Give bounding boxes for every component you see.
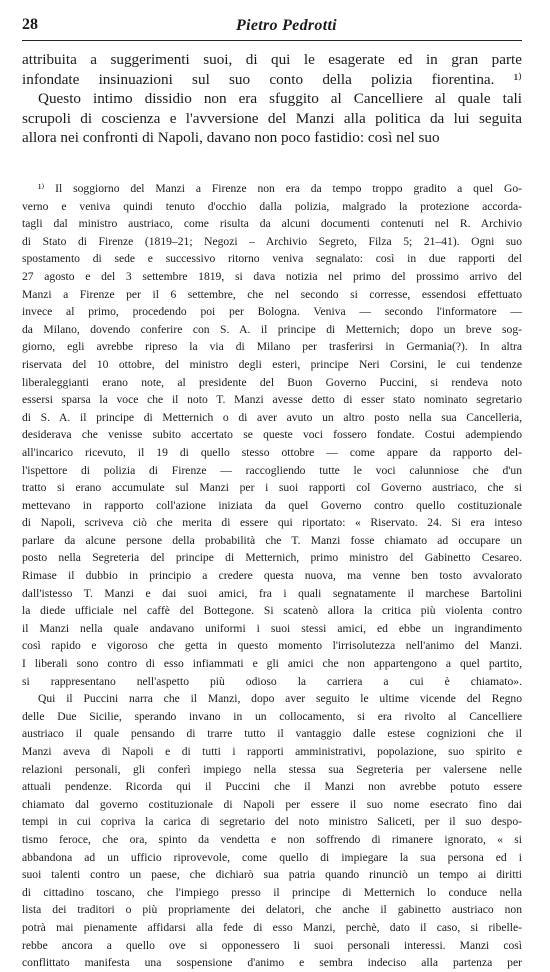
footnote-line: Manzi aveva di Napoli e di tutti i rapporti amministrativi, popolazione, suo spirito e bbox=[22, 745, 522, 758]
footnote-line: delle Due Sicilie, sperando invano in un collocamento, si era rivolto al Cancelliere bbox=[22, 709, 522, 723]
footnote-line: di Napoli, scriveva ciò che merita di essere qui riportato: « Riservato. 24. Si era inteso bbox=[22, 516, 522, 530]
footnote-line: posto nella Segreteria del principe di Metternich, primo ministro del Gabinetto Cesareo. bbox=[22, 551, 522, 565]
page-header bbox=[22, 16, 522, 40]
footnote-line: di S. A. il principe di Metternich o di aver avuto un altro posto nella sua Cancelleria, bbox=[22, 410, 522, 424]
footnote-line: di cittadino toscano, che l'impiego presso il principe di Metternich lo conduce nella bbox=[22, 885, 522, 899]
footnote-line: di Stato di Firenze (1819–21; Negozi – Archivio Segreto, Filza 5; 21–41). Ogni suo bbox=[22, 234, 522, 248]
footnote-line: da Milano, dovendo conferire con S. A. il principe di Metternich; dopo un breve sog- bbox=[22, 322, 522, 336]
text-line: Questo intimo dissidio non era sfuggito al Cancelliere al quale tali bbox=[38, 90, 522, 108]
footnote-line: potrà mai pienamente affidarsi alla fede di esso Manzi, perchè, dato il caso, si ribelle- bbox=[22, 920, 522, 934]
footnote-line: chiamato dal governo costituzionale di Napoli per essere il suo nome esecrato fino dai bbox=[22, 797, 522, 811]
header-rule bbox=[22, 40, 522, 41]
footnote-line: ¹⁾ Il soggiorno del Manzi a Firenze non era da tempo troppo gradito a quel Go- bbox=[38, 182, 522, 195]
footnote-line: all'incarico ricevuto, il 19 di quello stesso ottobre — come appare da rapporto del- bbox=[22, 445, 522, 459]
footnote-line: mettevano in rapporto coll'azione iniziata da quel Governo contro quello costituzionale bbox=[22, 498, 522, 512]
footnote-line: rebbe ancora a quello ove si opponessero li suoi personali interessi. Manzi così bbox=[22, 938, 522, 952]
footnote-line: tismo feroce, che ora, spinto da vendetta e non soffrendo di rimanere ignorato, « si bbox=[22, 832, 522, 846]
footnote-line: si rappresentano nell'aspetto più odioso la carriera a cui è chiamato». bbox=[22, 674, 522, 688]
footnote-line: l'ispettore di polizia di Firenze — raccogliendo tutte le voci calunniose che d'un bbox=[22, 463, 522, 477]
footnote-line: verno e veniva quindi tenuto d'occhio dalla polizia, malgrado la protezione accorda- bbox=[22, 199, 522, 213]
footnote-line: Rimase il dubbio in principio a credere questa nuova, ma venne ben tosto avvalorato bbox=[22, 569, 522, 583]
footnote-line: la diede ufficiale nel caffè del Bottegone. Si scatenò allora la critica più violenta contro bbox=[22, 604, 522, 618]
footnote-line: liberaleggianti erano note, al presidente del Buon Governo Puccini, si rendeva noto bbox=[22, 375, 522, 389]
footnote-line: spostamento di sede e successivo ritorno veniva segnalato: così in due rapporti del bbox=[22, 252, 522, 266]
footnote-line: attuali pendenze. Ricorda qui il Puccini che il Manzi non avrebbe potuto essere bbox=[22, 780, 522, 794]
footnote-line: invece al primo, procedendo poi per Bologna. Veniva — secondo l'informatore — bbox=[22, 305, 522, 319]
footnote-line: tempi in cui copriva la carica di segretario del noto ministro Saliceti, per il suo despo- bbox=[22, 815, 522, 829]
footnote-line: abbandona ad un ufficio riprovevole, come quello di impiegare la sua persona ed i bbox=[22, 850, 522, 864]
footnote-line: il Manzi nella quale andavano uniformi i suoi stessi amici, ed ebbe un ingrandimento bbox=[22, 621, 522, 635]
footnote-line: Manzi a Firenze per il 6 settembre, che nel secondo si corresse, essendosi effettuato bbox=[22, 287, 522, 301]
footnote-line: essersi sparsa la voce che il noto T. Manzi avesse detto di esser stato nominato segretario bbox=[22, 393, 522, 407]
footnote-line: parlare da alcune persone della probabilità che T. Manzi fosse chiamato ad occupare un bbox=[22, 533, 522, 547]
running-title: Pietro Pedrotti bbox=[236, 17, 337, 34]
footnote-line: conflittato manifesta una sospensione d'animo e sembra indeciso alla partenza per bbox=[22, 956, 522, 970]
text-line: scrupoli di coscienza e l'avversione del Manzi alla politica da lui seguita bbox=[22, 109, 522, 127]
footnote-line: tratto si erano accumulate sul Manzi per i suoi rapporti col Governo austriaco, che si bbox=[22, 481, 522, 495]
footnote-line: I liberali sono contro di esso infiammati e gli amici che non appartengono a quel partito, bbox=[22, 657, 522, 671]
text-line: attribuita a suggerimenti suoi, di qui le esagerate ed in gran parte bbox=[22, 51, 522, 68]
footnote-line: giorno, egli avrebbe ripreso la via di Milano per trasferirsi in Germania(?). In altra bbox=[22, 340, 522, 354]
text-line: infondate insinuazioni sul suo conto della polizia fiorentina. ¹⁾ bbox=[22, 70, 522, 88]
footnote-line: tagli dal ministro austriaco, come risulta da alcuni documenti contenuti nel R. Archivio bbox=[22, 217, 522, 231]
main-text bbox=[22, 50, 522, 148]
footnote-line: 27 agosto e del 3 settembre 1819, si dava notizia nel primo del prossimo arrivo del bbox=[22, 269, 522, 283]
footnote-line: relazioni personali, gli conferì impiego nella stessa sua Segreteria per valersene nelle bbox=[22, 762, 522, 776]
footnote-line: lista dei traditori o più propriamente dei delatori, che anche il gabinetto austriaco non bbox=[22, 903, 522, 917]
footnote-line: desiderava che venisse subito accertato se queste voci fossero fondate. Costui adempiendo bbox=[22, 428, 522, 442]
footnote-line: Qui il Puccini narra che il Manzi, dopo aver seguito le ultime vicende del Regno bbox=[38, 692, 522, 706]
footnote-line: riservata del 10 ottobre, del ministro degli esteri, principe Neri Corsini, le cui tendenze bbox=[22, 357, 522, 371]
page-number: 28 bbox=[22, 16, 38, 33]
footnote-block bbox=[22, 180, 522, 972]
footnote-line: suoi talenti contro un paese, che dichiarò sua patria quando rinunciò un tempo ai diritti bbox=[22, 868, 522, 882]
footnote-line: così rapido e vigoroso che getta in questo momento l'irrisolutezza nell'animo del Manzi. bbox=[22, 639, 522, 653]
text-line: allora nei confronti di Napoli, davano non poco fastidio: così nel suo bbox=[22, 129, 440, 147]
footnote-line: dall'istesso T. Manzi e dai suoi amici, fra i quali segnatamente il marchese Bartolini bbox=[22, 586, 522, 600]
footnote-line: austriaco il quale pensando di trarre tutto il vantaggio dalle estese cognizioni che il bbox=[22, 727, 522, 741]
